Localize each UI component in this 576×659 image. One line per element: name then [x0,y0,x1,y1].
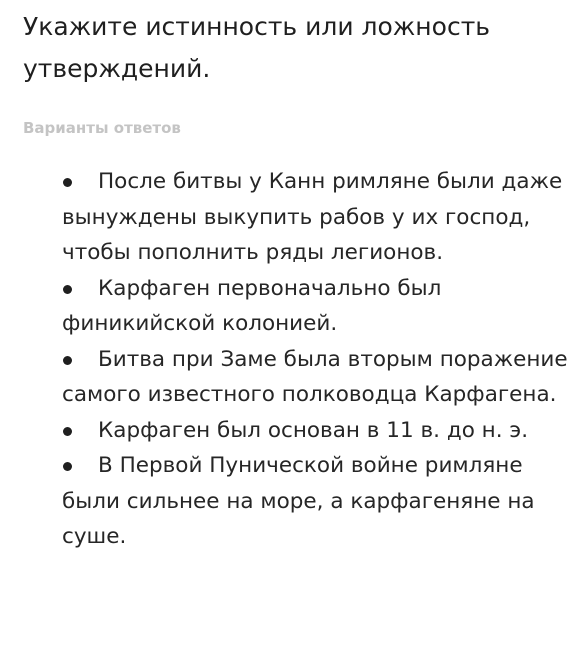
question-title: Укажите истинность или ложность утверждений. [23,12,490,83]
answer-option-text: В Первой Пунической войне римляне были сильнее на море, а карфагеняне на суше. [62,453,535,549]
answer-option [62,271,572,342]
answer-option [62,413,572,449]
answer-options-list [62,164,572,555]
bullet-icon [63,462,72,471]
answer-option-text: Карфаген был основан в 11 в. до н. э. [98,417,529,443]
answer-option-text: Карфаген первоначально был финикийской колонией. [62,275,442,336]
bullet-icon [63,356,72,365]
bullet-icon [63,178,72,187]
bullet-icon [63,427,72,436]
bullet-icon [63,285,72,294]
answer-option [62,164,572,271]
answers-label: Варианты ответов [23,119,181,137]
answer-option-text: После битвы у Канн римляне были даже вынуждены выкупить рабов у их господ, чтобы пополнить ряды легионов. [62,169,563,265]
answer-option [62,448,572,555]
answer-option [62,342,572,413]
answer-option-text: Битва при Заме была вторым поражение самого известного полководца Карфагена. [62,346,568,407]
